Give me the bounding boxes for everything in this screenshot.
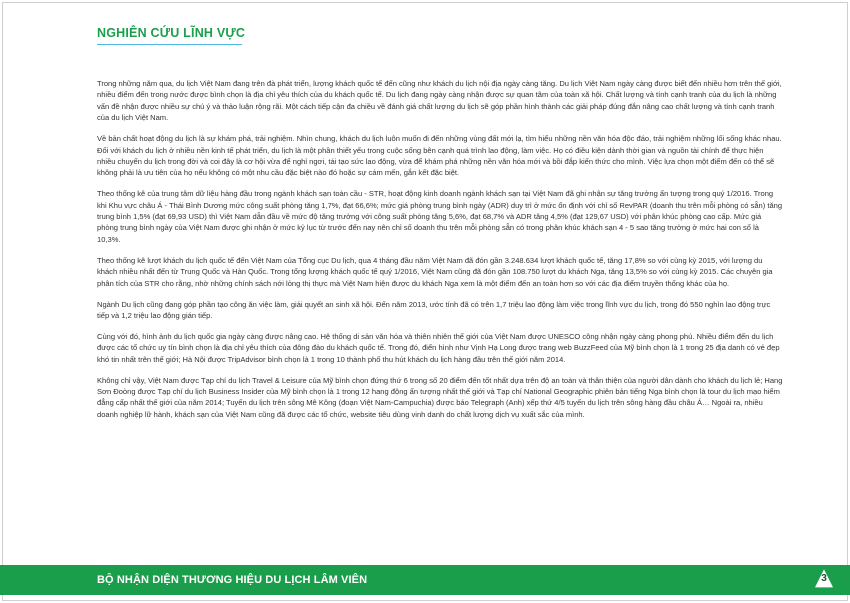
title-underline [97, 44, 242, 45]
footer-bar [0, 565, 850, 595]
paragraph-employment: Ngành Du lịch cũng đang góp phần tạo công ăn việc làm, giải quyết an sinh xã hội. Đến năm 2013, ước tính đã có trên 1,7 triệu lao động làm việc trong lĩnh vực du lịch, trong đó 550 nghìn lao động trực tiếp và 1,2 triệu lao động gián tiếp. [97, 299, 771, 320]
page-number-badge [813, 567, 835, 589]
paragraph-str-statistics: Theo thống kê của trung tâm dữ liệu hàng đầu trong ngành khách sạn toàn cầu - STR, hoạt động kinh doanh ngành khách sạn tại Việt Nam đã ghi nhận sự tăng trưởng ấn tượng trong quý 1/2016. Trong khi Khu vực châu Á - Thái Bình Dương mức công suất phòng tăng 1,7%, đạt 66,6%; mức giá phòng trung bình ngày (ADR) duy trì ở mức ổn định với chỉ số RevPAR (doanh thu trên mỗi phòng có sẵn) tăng trung bình 1,5% (đạt 69,93 USD) thì Việt Nam dẫn đầu về mức độ tăng trưởng với công suất phòng tăng 5,6%, đạt 68,7% và ADR tăng 4,5% (đạt 129,67 USD) với phân khúc phòng cao cấp. Mức giá phòng trung bình ngày của Việt Nam được ghi nhận ở mức kỷ lục từ trước đến nay nên chỉ số doanh thu trên mỗi phòng sẵn có trong phân khúc khách sạn 4 - 5 sao tăng trưởng ở mức hai con số là 10,3%. [97, 189, 783, 244]
paragraph-national-image: Cùng với đó, hình ảnh du lịch quốc gia ngày càng được nâng cao. Hệ thống di sản văn hóa và thiên nhiên thế giới của Việt Nam được UNESCO công nhận ngày càng phong phú. Nhiều điểm đến du lịch được các tổ chức uy tín bình chọn là địa chỉ yêu thích của đông đảo du khách quốc tế. Trong đó, điển hình như Vịnh Hạ Long được trang web BuzzFeed của Mỹ bình chọn là 1 trong 25 địa danh có vẻ đẹp khó tin nhất trên thế giới; Hà Nội được TripAdvisor bình chọn là 1 trong 10 thành phố thu hút khách du lịch hàng đầu trên thế giới năm 2014. [97, 331, 780, 364]
paragraph-visitor-statistics: Theo thống kê lượt khách du lịch quốc tế đến Việt Nam của Tổng cục Du lịch, qua 4 tháng đầu năm Việt Nam đã đón gần 3.248.634 lượt khách quốc tế, tăng 17,8% so với cùng kỳ 2015, với lượng du khách nhiều nhất đến từ Trung Quốc và Hàn Quốc. Trong tổng lượng khách quốc tế quý 1/2016, Việt Nam cũng đã đón gần 108.750 lượt du khách Nga, tăng 13,5% so với cùng kỳ 2015. Các chuyên gia phân tích của STR cho rằng, nhờ những chính sách nới lỏng thị thực mà Việt Nam hiện được du khách Nga xem là một điểm đến an toàn hơn so với các địa điểm truyền thống khác của họ. [97, 255, 773, 288]
section-title: NGHIÊN CỨU LĨNH VỰC [97, 26, 246, 40]
paragraph-awards: Không chỉ vậy, Việt Nam được Tạp chí du lịch Travel & Leisure của Mỹ bình chọn đứng thứ 6 trong số 20 điểm đến tốt nhất dựa trên độ an toàn và thân thiện của người dân dành cho khách du lịch lẻ; Hang Sơn Đoòng được Tạp chí du lịch Business Insider của Mỹ bình chọn là 1 trong 12 hang động ấn tượng nhất thế giới và Tạp chí National Geographic phiên bản tiếng Nga bình chọn là tour du lịch mạo hiểm đẳng cấp nhất thế giới của năm 2014; Tuyến du lịch trên sông Mê Kông (đoạn Việt Nam-Campuchia) được báo Telegraph (Anh) xếp thứ 4/5 tuyến du lịch trên sông hàng đầu châu Á… Ngoài ra, nhiều doanh nghiệp lữ hành, khách sạn của Việt Nam cũng đã được các tổ chức, website tiêu dùng vinh danh do chất lượng dịch vụ xuất sắc của mình. [97, 375, 783, 419]
paragraph-intro: Trong những năm qua, du lịch Việt Nam đang trên đà phát triển, lượng khách quốc tế đến cũng như khách du lịch nội địa ngày càng tăng. Du lịch Việt Nam ngày càng được biết đến nhiều hơn trên thế giới, nhiều điểm đến trong nước được bình chọn là địa chỉ yêu thích của du khách quốc tế. Du lịch đang ngày càng nhận được sự quan tâm của toàn xã hội. Chất lượng và tính cạnh tranh của du lịch là những vấn đề nhận được nhiều sự chú ý và thảo luận rộng rãi. Một cách tiếp cận đa chiều về đánh giá chất lượng du lịch sẽ góp phần hình thành các giải pháp đúng đắn nâng cao chất lượng và tính cạnh tranh của du lịch Việt Nam. [97, 79, 782, 123]
body-text [97, 78, 783, 430]
footer-title: BỘ NHẬN DIỆN THƯƠNG HIỆU DU LỊCH LÂM VIÊN [97, 574, 368, 586]
paragraph-nature-of-tourism: Về bản chất hoạt động du lịch là sự khám phá, trải nghiệm. Nhìn chung, khách du lịch luôn muốn đi đến những vùng đất mới lạ, tìm hiểu những nền văn hóa độc đáo, trải nghiệm những lối sống khác nhau. Đối với khách du lịch ở nhiều nền kinh tế phát triển, du lịch là một phần thiết yếu trong cuộc sống bên cạnh quá trình lao động, làm việc. Họ có điều kiện dành thời gian và nguồn tài chính để thực hiện nhiều chuyến du lịch trong đời và coi đây là cơ hội vừa để nghỉ ngơi, tái tạo sức lao động, vừa để khám phá những nền văn hóa mới và bồi đắp kiến thức cho mình. Việc lựa chọn một điểm đến có thể sẽ không phải là ưu tiên của họ nếu không có một nhu cầu đặc biệt nào đó hoặc sự cám mến, gắn kết đặc biệt. [97, 134, 782, 178]
page-number: 3 [821, 573, 827, 584]
